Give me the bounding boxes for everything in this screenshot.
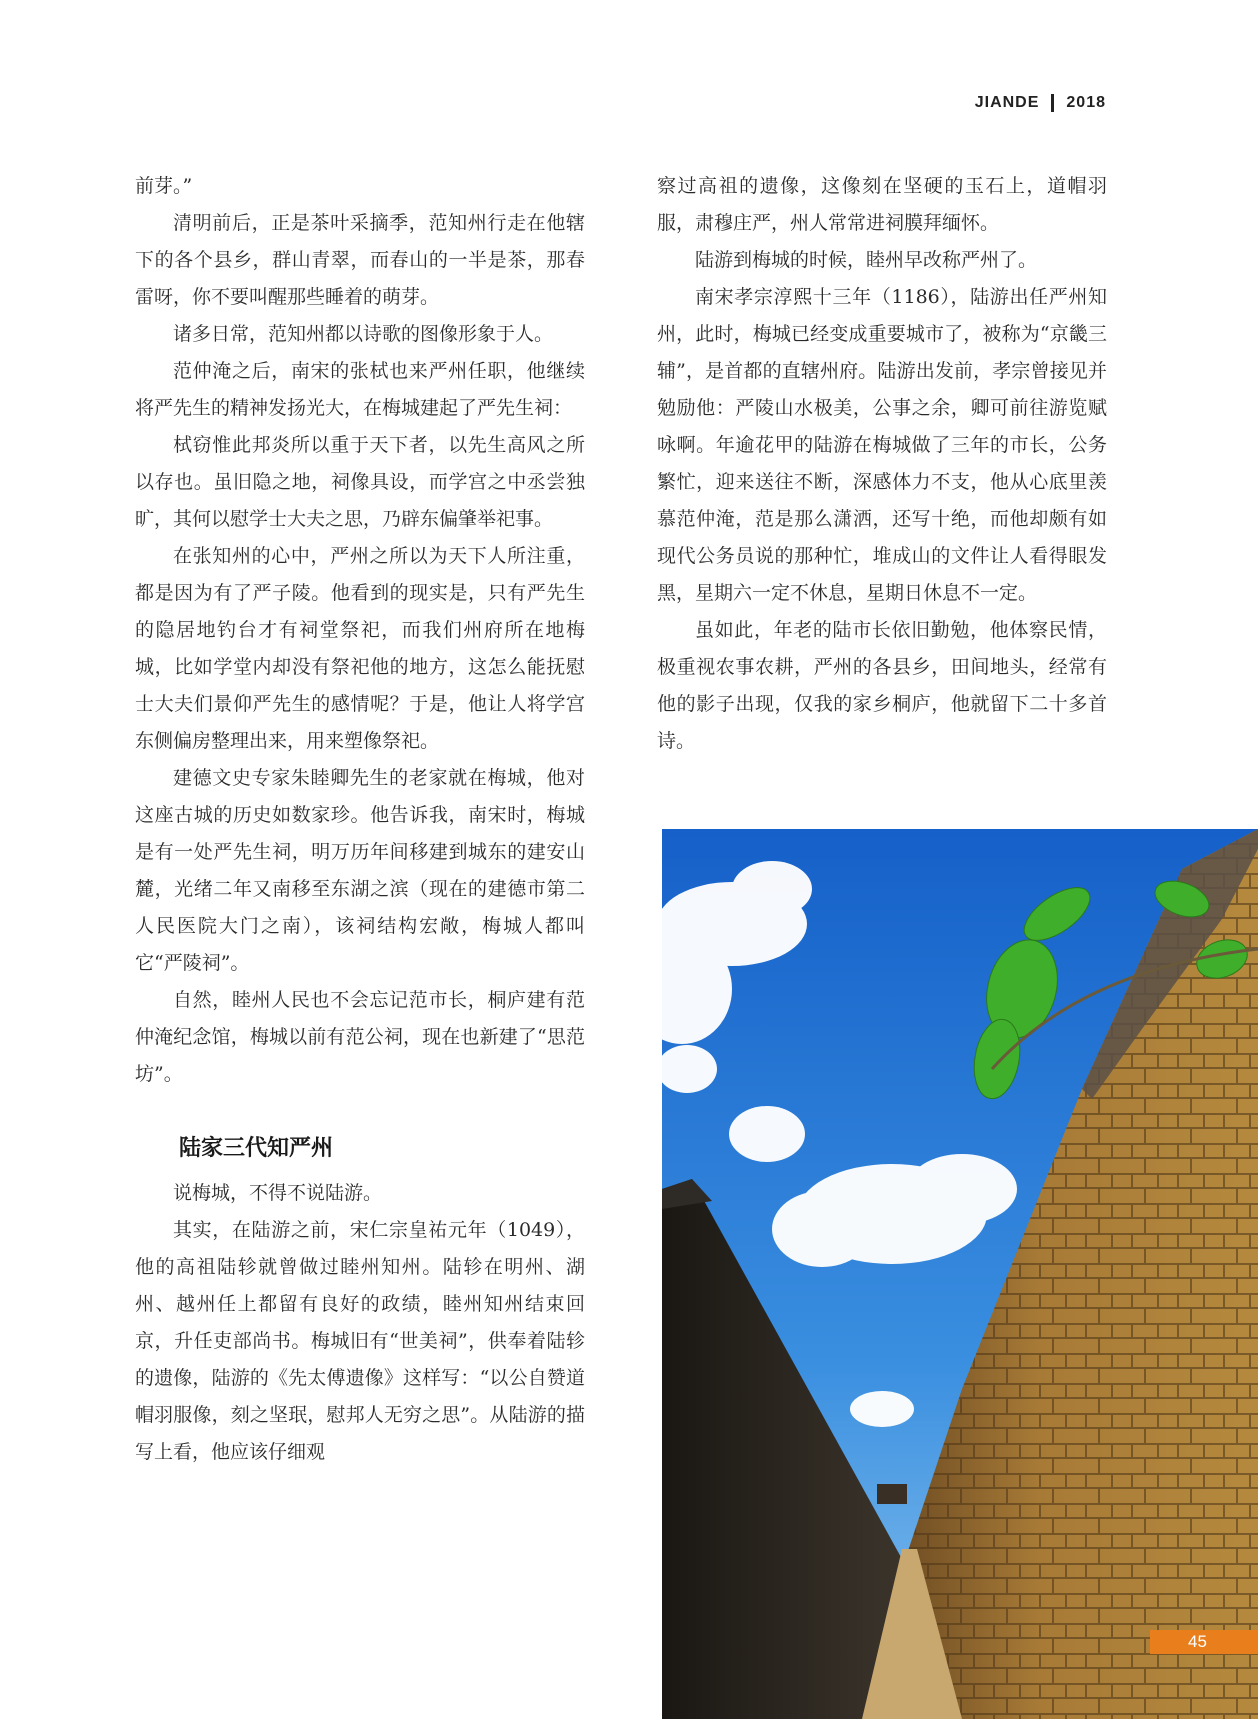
paragraph: 建德文史专家朱睦卿先生的老家就在梅城，他对这座古城的历史如数家珍。他告诉我，南宋时，梅城是有一处严先生祠，明万历年间移建到城东的建安山麓，光绪二年又南移至东湖之滨（现在的建德市第二人民医院大门之南），该祠结构宏敞，梅城人都叫它“严陵祠”。 bbox=[135, 767, 585, 974]
paragraph: 陆游到梅城的时候，睦州早改称严州了。 bbox=[695, 249, 1038, 271]
page-number: 45 bbox=[1150, 1630, 1258, 1654]
section-heading: 陆家三代知严州 bbox=[179, 1136, 334, 1161]
quote-paragraph: 栻窃惟此邦炎所以重于天下者，以先生高风之所以存也。虽旧隐之地，祠像具设，而学宫之中丞尝独旷，其何以慰学士大夫之思，乃辟东偏肇举祀事。 bbox=[135, 434, 585, 530]
paragraph: 前芽。” bbox=[135, 175, 193, 197]
header-divider bbox=[1051, 94, 1054, 112]
issue-year: 2018 bbox=[1066, 94, 1106, 111]
page-header bbox=[975, 94, 1106, 112]
paragraph: 南宋孝宗淳熙十三年（1186），陆游出任严州知州，此时，梅城已经变成重要城市了，被称为“京畿三辅”，是首都的直辖州府。陆游出发前，孝宗曾接见并勉励他：严陵山水极美，公事之余，卿可前往游览赋咏啊。年逾花甲的陆游在梅城做了三年的市长，公务繁忙，迎来送往不断，深感体力不支，他从心底里羡慕范仲淹，范是那么潇洒，还写十绝，而他却颇有如现代公务员说的那种忙，堆成山的文件让人看得眼发黑，星期六一定不休息，星期日休息不一定。 bbox=[657, 286, 1107, 604]
paragraph: 在张知州的心中，严州之所以为天下人所注重，都是因为有了严子陵。他看到的现实是，只有严先生的隐居地钓台才有祠堂祭祀，而我们州府所在地梅城，比如学堂内却没有祭祀他的地方，这怎么能抚慰士大夫们景仰严先生的感情呢？于是，他让人将学宫东侧偏房整理出来，用来塑像祭祀。 bbox=[135, 545, 585, 752]
paragraph: 说梅城，不得不说陆游。 bbox=[173, 1182, 383, 1204]
paragraph: 自然，睦州人民也不会忘记范市长，桐庐建有范仲淹纪念馆，梅城以前有范公祠，现在也新建了“思范坊”。 bbox=[135, 989, 585, 1085]
right-column bbox=[657, 168, 1107, 760]
magazine-title: JIANDE bbox=[974, 94, 1040, 111]
paragraph: 范仲淹之后，南宋的张栻也来严州任职，他继续将严先生的精神发扬光大，在梅城建起了严先生祠： bbox=[135, 360, 585, 419]
photo-illustration bbox=[662, 829, 1258, 1719]
paragraph: 清明前后，正是茶叶采摘季，范知州行走在他辖下的各个县乡，群山青翠，而春山的一半是茶，那春雷呀，你不要叫醒那些睡着的萌芽。 bbox=[135, 212, 585, 308]
ancient-city-wall-photo bbox=[662, 829, 1258, 1719]
left-column bbox=[135, 168, 585, 1471]
paragraph: 察过高祖的遗像，这像刻在坚硬的玉石上，道帽羽服，肃穆庄严，州人常常进祠膜拜缅怀。 bbox=[657, 175, 1107, 234]
paragraph: 其实，在陆游之前，宋仁宗皇祐元年（1049），他的高祖陆轸就曾做过睦州知州。陆轸在明州、湖州、越州任上都留有良好的政绩，睦州知州结束回京，升任吏部尚书。梅城旧有“世美祠”，供奉着陆轸的遗像，陆游的《先太傅遗像》这样写：“以公自赞道帽羽服像，刻之坚珉，慰邦人无穷之思”。从陆游的描写上看，他应该仔细观 bbox=[135, 1219, 585, 1463]
paragraph: 诸多日常，范知州都以诗歌的图像形象于人。 bbox=[173, 323, 554, 345]
paragraph: 虽如此，年老的陆市长依旧勤勉，他体察民情，极重视农事农耕，严州的各县乡，田间地头，经常有他的影子出现，仅我的家乡桐庐，他就留下二十多首诗。 bbox=[657, 619, 1107, 752]
